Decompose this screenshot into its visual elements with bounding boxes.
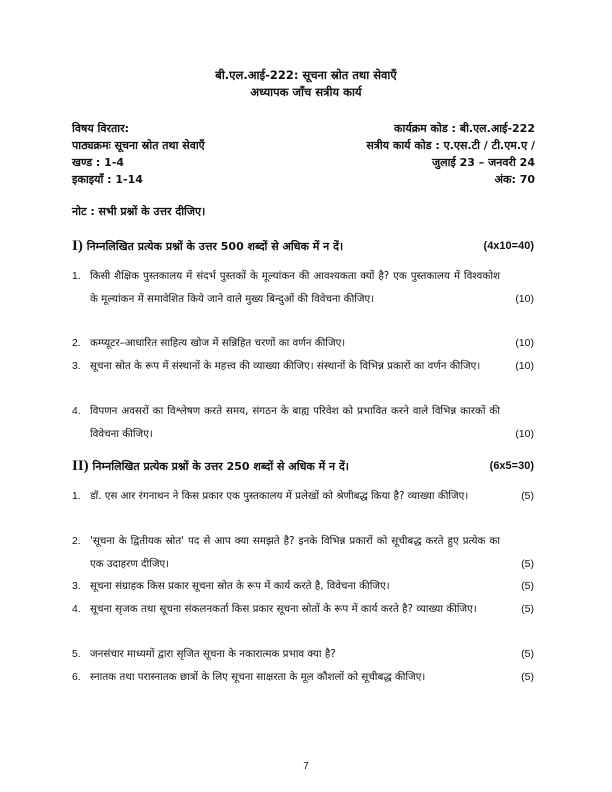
question-number: 4. xyxy=(72,406,81,417)
question-text: सूचना संग्राहक किस प्रकार सूचना स्रोत के रूप में कार्य करते है, विवेचना कीजिए। xyxy=(90,580,390,592)
question-item xyxy=(72,643,534,666)
question-text: विपणन अवसरों का विश्लेषण करते समय, संगठन के बाह्य परिवेश को प्रभावित करने वाले विभिन्न कारकों की विवेचना कीजिए। xyxy=(90,405,500,440)
question-item xyxy=(72,485,534,508)
question-marks: (10) xyxy=(515,360,534,372)
question-item xyxy=(72,400,534,446)
question-number: 6. xyxy=(72,672,81,683)
section-instruction: निम्नलिखित प्रत्येक प्रश्नों के उत्तर 250 शब्दों से अधिक में न दें। xyxy=(92,460,349,473)
question-text: डॉ. एस आर रंगनाथन ने किस प्रकार एक पुस्तकालय में प्रलेखों को श्रेणीबद्ध किया है? व्याख्या कीजिए। xyxy=(90,490,469,502)
section-marks: (6x5=30) xyxy=(489,460,534,472)
meta-marks: अंक: 70 xyxy=(494,173,535,186)
meta-programme-code: कार्यक्रम कोड : बी.एल.आई-222 xyxy=(394,122,535,135)
question-item xyxy=(72,575,534,598)
section-marks: (4x10=40) xyxy=(483,240,534,252)
meta-course: पाठ्यक्रमः सूचना स्रोत तथा सेवाएँ xyxy=(72,139,205,152)
question-item xyxy=(72,530,534,576)
question-number: 3. xyxy=(72,361,81,372)
question-marks: (5) xyxy=(521,558,534,570)
meta-subject: विषय विरतार: xyxy=(72,122,130,135)
question-number: 3. xyxy=(72,581,81,592)
question-marks: (5) xyxy=(521,648,534,660)
question-number: 1. xyxy=(72,271,81,282)
question-item xyxy=(72,666,534,689)
assignment-title: अध्यापक जाँच सत्रीय कार्य xyxy=(250,85,362,99)
question-marks: (10) xyxy=(515,293,534,305)
section-number: I) xyxy=(72,238,83,254)
question-marks: (10) xyxy=(515,428,534,440)
question-item xyxy=(72,265,534,311)
question-number: 1. xyxy=(72,491,81,502)
question-text: किसी शैक्षिक पुस्तकालय में संदर्भ पुस्तकों के मूल्यांकन की आवश्यकता क्यों है? एक पुस्तकालय में विश्वकोश के मूल्यांकन में समावेशित किये जाने वाले मुख्य बिन्दुओं की विवेचना कीजिए। xyxy=(90,270,500,305)
question-marks: (5) xyxy=(521,671,534,683)
section-instruction: निम्नलिखित प्रत्येक प्रश्नों के उत्तर 500 शब्दों से अधिक में न दें। xyxy=(86,240,344,253)
question-text: 'सूचना के द्वितीयक स्रोत' पद से आप क्या समझते है? इनके विभिन्न प्रकारों को सूचीबद्ध करते हुए प्रत्येक का एक उदाहरण दीजिए। xyxy=(90,535,500,570)
meta-units: इकाइयाँ : 1-14 xyxy=(72,173,143,186)
question-item xyxy=(72,355,534,378)
meta-assignment-code: सत्रीय कार्य कोड : ए.एस.टी / टी.एम.ए / xyxy=(366,139,535,152)
question-number: 2. xyxy=(72,338,81,349)
instruction-note: नोट : सभी प्रश्नों के उत्तर दीजिए। xyxy=(72,205,206,218)
question-number: 2. xyxy=(72,536,81,547)
question-text: स्नातक तथा परास्नातक छात्रों के लिए सूचना साक्षरता के मूल कौशलों को सूचीबद्ध कीजिए। xyxy=(90,671,426,683)
section-heading xyxy=(72,458,534,475)
question-text: सूचना सृजक तथा सूचना संकलनकर्ता किस प्रकार सूचना स्रोतों के रूप में कार्य करते है? व्याख्या कीजिए। xyxy=(90,603,477,615)
question-item xyxy=(72,598,534,621)
question-text: सूचना स्रोत के रूप में संस्थानों के महत्त्व की व्याख्या कीजिए। संस्थानों के विभिन्न प्रकारों का वर्णन कीजिए। xyxy=(90,360,481,372)
question-marks: (5) xyxy=(521,490,534,502)
question-text: कम्प्यूटर–आधारित साहित्य खोज में सन्निहित चरणों का वर्णन कीजिए। xyxy=(90,337,346,349)
section-number: II) xyxy=(72,458,89,474)
question-marks: (5) xyxy=(521,580,534,592)
meta-session: जुलाई 23 – जनवरी 24 xyxy=(431,156,535,169)
question-marks: (5) xyxy=(521,603,534,615)
question-marks: (10) xyxy=(515,337,534,349)
question-item xyxy=(72,332,534,355)
section-heading xyxy=(72,238,534,255)
meta-block: खण्ड : 1-4 xyxy=(72,156,125,169)
course-title: बी.एल.आई-222: सूचना स्रोत तथा सेवाएँ xyxy=(215,68,397,82)
page-number: 7 xyxy=(303,761,309,772)
question-number: 4. xyxy=(72,604,81,615)
question-text: जनसंचार माध्यमों द्वारा सृजित सूचना के नकारात्मक प्रभाव क्या है? xyxy=(90,648,336,660)
question-number: 5. xyxy=(72,649,81,660)
